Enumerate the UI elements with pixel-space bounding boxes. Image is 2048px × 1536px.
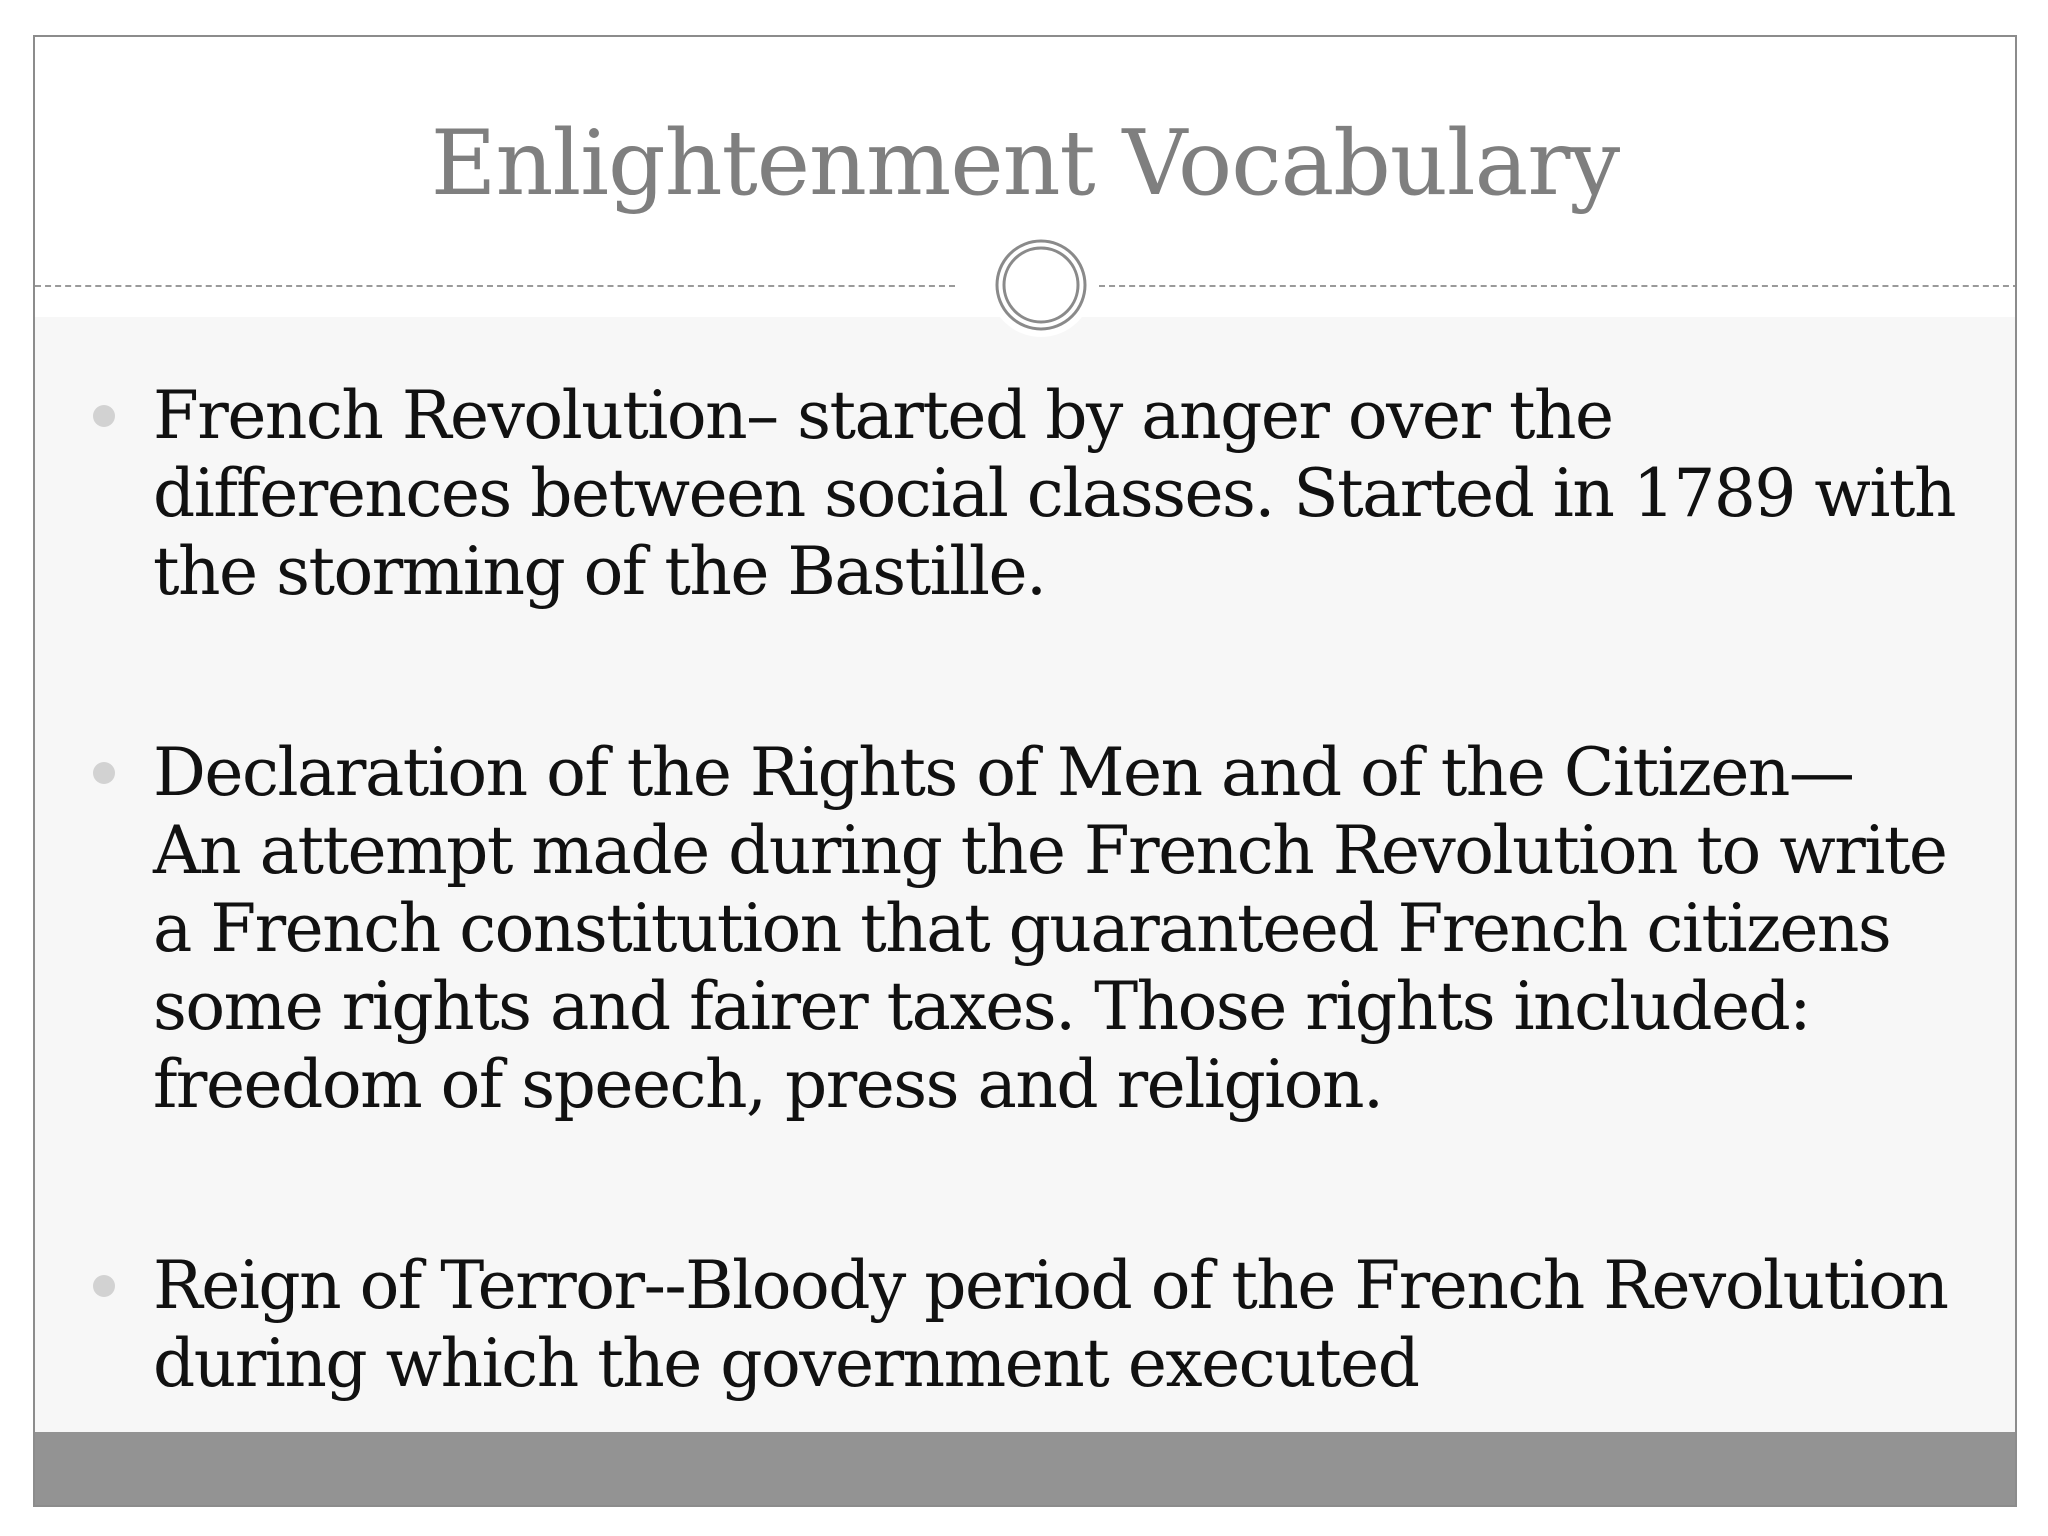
- slide-title: Enlightenment Vocabulary: [430, 111, 1620, 216]
- bullet-item-declaration-of-rights: [35, 734, 2015, 1124]
- bullet-dot-icon: [93, 1275, 115, 1297]
- bullet-text: French Revolution– started by anger over the differences between social classes. Started in 1789 with the storming of the Bastille.: [153, 377, 1955, 610]
- divider-line-left: [35, 285, 955, 287]
- double-ring-icon: [987, 231, 1095, 339]
- bullet-item-french-revolution: [35, 377, 2015, 611]
- slide: [33, 35, 2017, 1507]
- bullet-dot-icon: [93, 762, 115, 784]
- footer-bar: [35, 1432, 2015, 1505]
- divider-line-right: [1099, 285, 2017, 287]
- bullet-text: Reign of Terror--Bloody period of the French Revolution during which the government executed: [153, 1247, 1948, 1402]
- bullet-list: [35, 377, 2015, 1507]
- bullet-dot-icon: [93, 405, 115, 427]
- bullet-text: Declaration of the Rights of Men and of the Citizen— An attempt made during the French Revolution to write a French constitution that guaranteed French citizens some rights and fairer taxes. Those rights included: freedom of speech, press and religion.: [153, 734, 1947, 1123]
- bullet-item-reign-of-terror: [35, 1247, 2015, 1403]
